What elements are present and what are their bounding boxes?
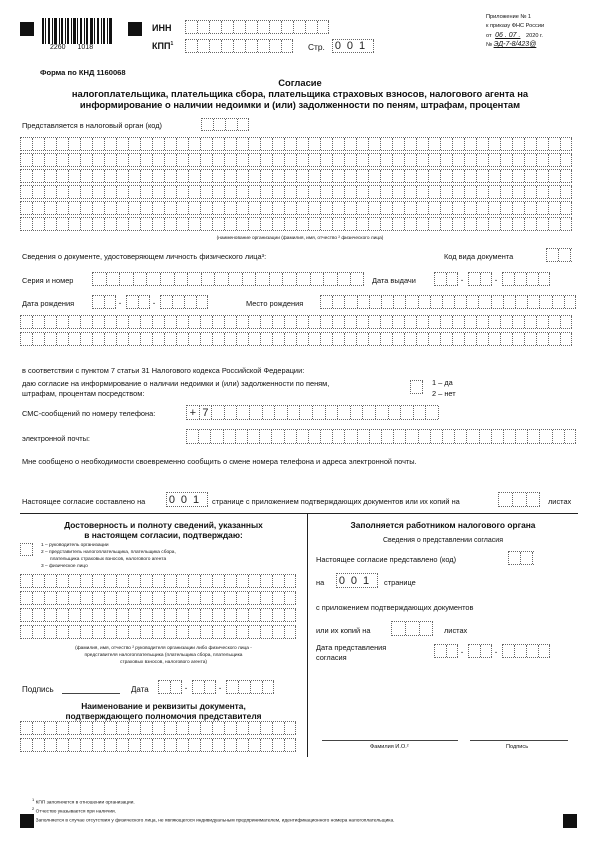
left-heading-2: в настоящем согласии, подтверждаю: xyxy=(84,530,243,540)
or-copies-label: или их копий на xyxy=(316,626,371,635)
right-pages-value: 001 xyxy=(337,574,378,587)
signer-caption-3: страховых взносов, налогового агента) xyxy=(119,660,207,665)
signer-type-field[interactable] xyxy=(20,543,33,556)
column-divider xyxy=(307,513,308,757)
pages-middle-text: странице с приложением подтверждающих документов или их копий на xyxy=(212,497,460,506)
pages-count-value: 001 xyxy=(167,493,208,506)
phone-prefix-digit: + xyxy=(187,406,200,419)
cell-row[interactable] xyxy=(20,185,572,199)
cell-row[interactable] xyxy=(20,169,572,183)
consent-choice-field[interactable] xyxy=(410,380,423,394)
cell-row[interactable] xyxy=(20,625,296,639)
corner-marker-top-mid xyxy=(128,22,142,36)
left-heading-1: Достоверность и полноту сведений, указанных xyxy=(64,520,263,530)
cell-row[interactable] xyxy=(20,201,572,215)
page-label: Стр. xyxy=(308,42,325,52)
title-line1: Согласие xyxy=(278,77,322,88)
corner-marker-top-left xyxy=(20,22,34,36)
phone-prefix-digit: 7 xyxy=(200,406,213,419)
official-sign-caption: Подпись xyxy=(506,744,529,750)
tax-authority-code-field[interactable] xyxy=(201,118,249,131)
right-sheets-field[interactable] xyxy=(391,621,433,636)
consent-yes-option: 1 – да xyxy=(432,378,453,387)
signature-line[interactable] xyxy=(62,693,120,694)
phone-change-notice: Мне сообщено о необходимости своевременно сообщить о смене номера телефона и адреса электронной почты. xyxy=(22,457,417,466)
consent-no-option: 2 – нет xyxy=(432,389,456,398)
consent-intro: в соответствии с пунктом 7 статьи 31 Налогового кодекса Российской Федерации: xyxy=(22,366,305,375)
barcode xyxy=(42,18,114,50)
submit-date-field[interactable]: . . xyxy=(434,644,574,658)
issue-date-label: Дата выдачи xyxy=(372,276,416,285)
right-pages-field[interactable] xyxy=(336,573,378,588)
org-name-caption: (наименование организации (фамилия, имя, отчество ² физического лица) xyxy=(216,236,384,241)
doc-code-label: Код вида документа xyxy=(444,252,514,261)
signer-caption-2: представителя налогоплательщика (плательщика сбора, плательщика xyxy=(84,653,243,658)
email-label: электронной почты: xyxy=(22,434,90,443)
footnote-1: $^1$ КПП заполняется в отношении организации. xyxy=(32,797,135,806)
kpp-field[interactable] xyxy=(185,39,293,53)
submitted-code-field[interactable] xyxy=(508,551,534,565)
sheets-label: листах xyxy=(444,626,468,635)
consent-text-1: даю согласие на информирование о наличии недоимки и (или) задолженности по пеням, xyxy=(22,379,330,388)
page-word: странице xyxy=(384,578,416,587)
cell-row[interactable] xyxy=(20,217,572,231)
series-number-label: Серия и номер xyxy=(22,276,74,285)
signature-label: Подпись xyxy=(22,685,54,694)
sign-date-field[interactable]: . . xyxy=(158,680,298,694)
birth-place-field-1[interactable] xyxy=(320,295,576,309)
footnote-3: $^3$ Заполняется в случае отсутствия у физического лица, не являющегося индивидуальным предпринимателем, идентификационного номера налогоплательщика. xyxy=(32,815,395,824)
cell-row[interactable] xyxy=(20,738,296,752)
fio-line[interactable] xyxy=(322,740,458,741)
sms-phone-field[interactable] xyxy=(186,405,438,420)
annex-line1: Приложение № 1 xyxy=(486,14,532,20)
barcode-number: 2260 1018 xyxy=(50,44,94,51)
title-line3: информирование о наличии недоимки и (или) задолженности по пеням, штрафам, процентам xyxy=(79,99,521,110)
signer-option-1: 1 – руководитель организации xyxy=(41,543,109,548)
with-docs-label: с приложением подтверждающих документов xyxy=(316,603,474,612)
right-heading: Заполняется работником налогового органа xyxy=(350,520,536,530)
cell-row[interactable] xyxy=(20,608,296,622)
attachment-sheets-field[interactable] xyxy=(498,492,540,507)
email-field[interactable] xyxy=(186,429,576,444)
consent-text-2: штрафам, процентам посредством: xyxy=(22,389,145,398)
cell-row[interactable] xyxy=(20,315,572,329)
signer-option-3: 3 – физическое лицо xyxy=(41,564,88,569)
official-sign-line[interactable] xyxy=(470,740,568,741)
signer-caption-1: (фамилия, имя, отчество ² руководителя организации либо физического лица - xyxy=(75,646,252,651)
birth-date-label: Дата рождения xyxy=(22,299,75,308)
right-subheading: Сведения о представлении согласия xyxy=(382,537,503,544)
cell-row[interactable] xyxy=(20,332,572,346)
fio-caption: Фамилия И.О.² xyxy=(370,744,409,750)
submit-date-label-1: Дата представления xyxy=(316,643,387,652)
inn-field[interactable] xyxy=(185,20,329,34)
birth-place-label: Место рождения xyxy=(246,299,304,308)
pages-prefix: Настоящее согласие составлено на xyxy=(22,497,146,506)
title-line2: налогоплательщика, плательщика сбора, плательщика страховых взносов, налогового агента на xyxy=(71,88,529,99)
annex-line2: к приказу ФНС России xyxy=(486,23,545,29)
annex-date: от 06 . 07 . 2020 г. xyxy=(486,32,543,39)
page-number-value: 001 xyxy=(333,40,374,52)
cell-row[interactable] xyxy=(20,574,296,588)
tax-authority-label: Представляется в налоговый орган (код) xyxy=(22,121,163,130)
identity-doc-label: Сведения о документе, удостоверяющем личность физического лица³: xyxy=(22,252,267,261)
signer-option-2a: 2 – представитель налогоплательщика, плательщика сбора, xyxy=(41,550,176,555)
series-number-field[interactable] xyxy=(92,272,364,286)
submit-date-label-2: согласия xyxy=(316,653,347,662)
annex-number: № ЭД-7-8/423@ xyxy=(486,41,537,48)
rep-heading-1: Наименование и реквизиты документа, xyxy=(81,701,246,711)
date-label: Дата xyxy=(131,685,149,694)
section-divider xyxy=(20,513,578,514)
signer-option-2b: плательщика страховых взносов, налогового агента xyxy=(50,557,167,562)
footnote-2: $^2$ Отчество указывается при наличии. xyxy=(32,806,117,815)
inn-label: ИНН xyxy=(152,23,172,33)
cell-row[interactable] xyxy=(20,153,572,167)
form-code: Форма по КНД 1160068 xyxy=(40,68,126,77)
barcode-image xyxy=(42,18,114,44)
pages-count-field[interactable] xyxy=(166,492,208,507)
corner-marker-bottom-right xyxy=(563,814,577,828)
cell-row[interactable] xyxy=(20,591,296,605)
cell-row[interactable] xyxy=(20,137,572,151)
doc-code-field[interactable] xyxy=(546,248,572,262)
birth-date-field[interactable]: . . xyxy=(92,295,232,309)
sms-label: СМС-сообщений по номеру телефона: xyxy=(22,409,156,418)
page-number-field[interactable] xyxy=(332,39,374,53)
kpp-label: КПП$^1$ xyxy=(152,41,174,51)
submitted-label: Настоящее согласие представлено (код) xyxy=(316,555,457,564)
pages-suffix: листах xyxy=(548,497,572,506)
issue-date-field[interactable]: . . xyxy=(434,272,574,286)
rep-heading-2: подтверждающего полномочия представителя xyxy=(65,711,262,721)
cell-row[interactable] xyxy=(20,721,296,735)
on-label: на xyxy=(316,578,325,587)
